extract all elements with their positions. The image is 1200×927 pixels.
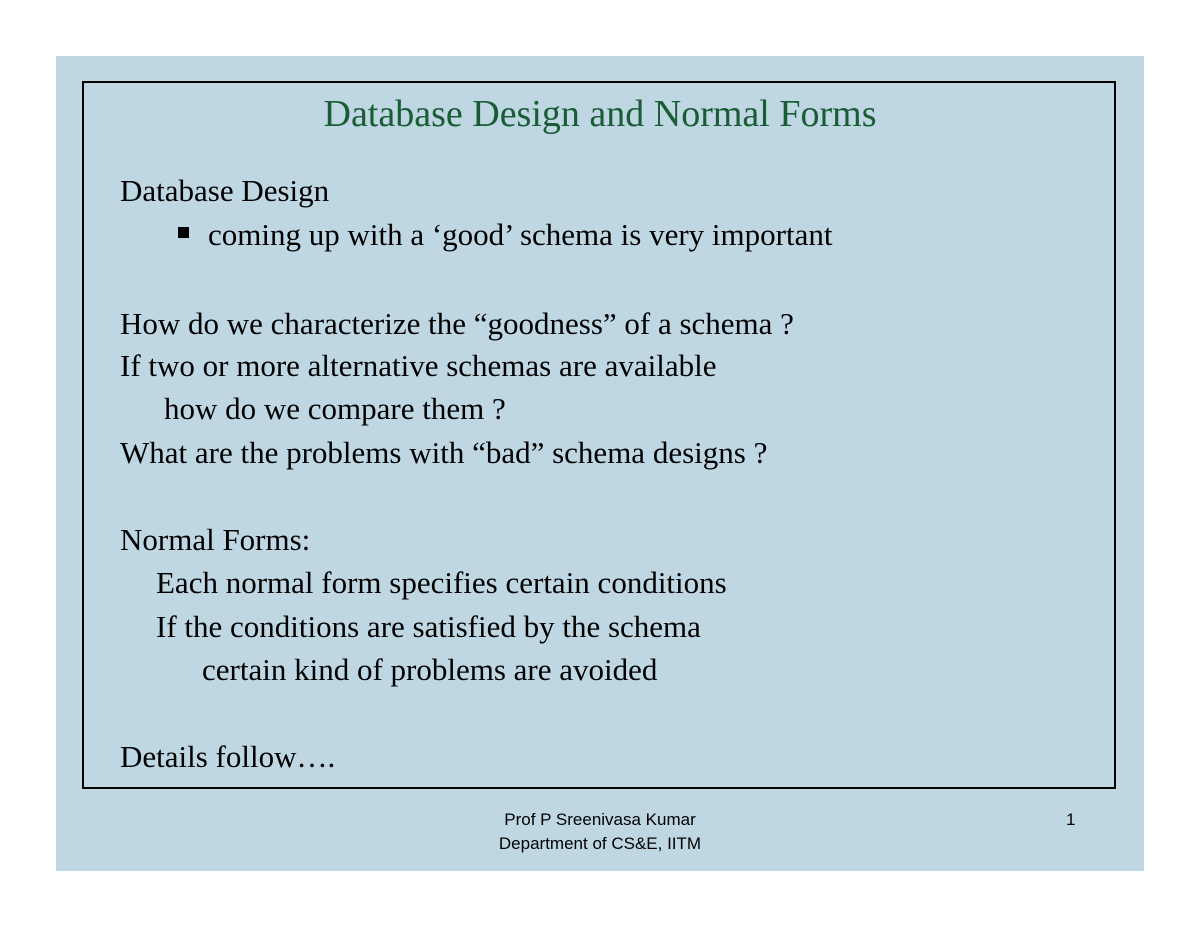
footer-author: Prof P Sreenivasa Kumar bbox=[504, 810, 696, 829]
square-bullet-icon bbox=[178, 227, 189, 238]
question-alternatives: If two or more alternative schemas are available bbox=[120, 348, 717, 383]
heading-database-design: Database Design bbox=[120, 173, 330, 208]
question-goodness: How do we characterize the “goodness” of a schema ? bbox=[120, 306, 794, 341]
details-follow: Details follow…. bbox=[120, 739, 336, 774]
bullet-good-schema: coming up with a ‘good’ schema is very important bbox=[208, 217, 833, 252]
heading-normal-forms: Normal Forms: bbox=[120, 522, 311, 557]
footer-department: Department of CS&E, IITM bbox=[498, 834, 702, 853]
slide-title: Database Design and Normal Forms bbox=[323, 93, 877, 135]
normal-forms-avoided: certain kind of problems are avoided bbox=[202, 652, 658, 687]
page-number: 1 bbox=[1066, 810, 1076, 829]
question-problems: What are the problems with “bad” schema designs ? bbox=[120, 435, 768, 470]
normal-forms-conditions: Each normal form specifies certain conditions bbox=[156, 565, 727, 600]
normal-forms-satisfied: If the conditions are satisfied by the schema bbox=[156, 609, 701, 644]
question-compare: how do we compare them ? bbox=[164, 391, 506, 426]
